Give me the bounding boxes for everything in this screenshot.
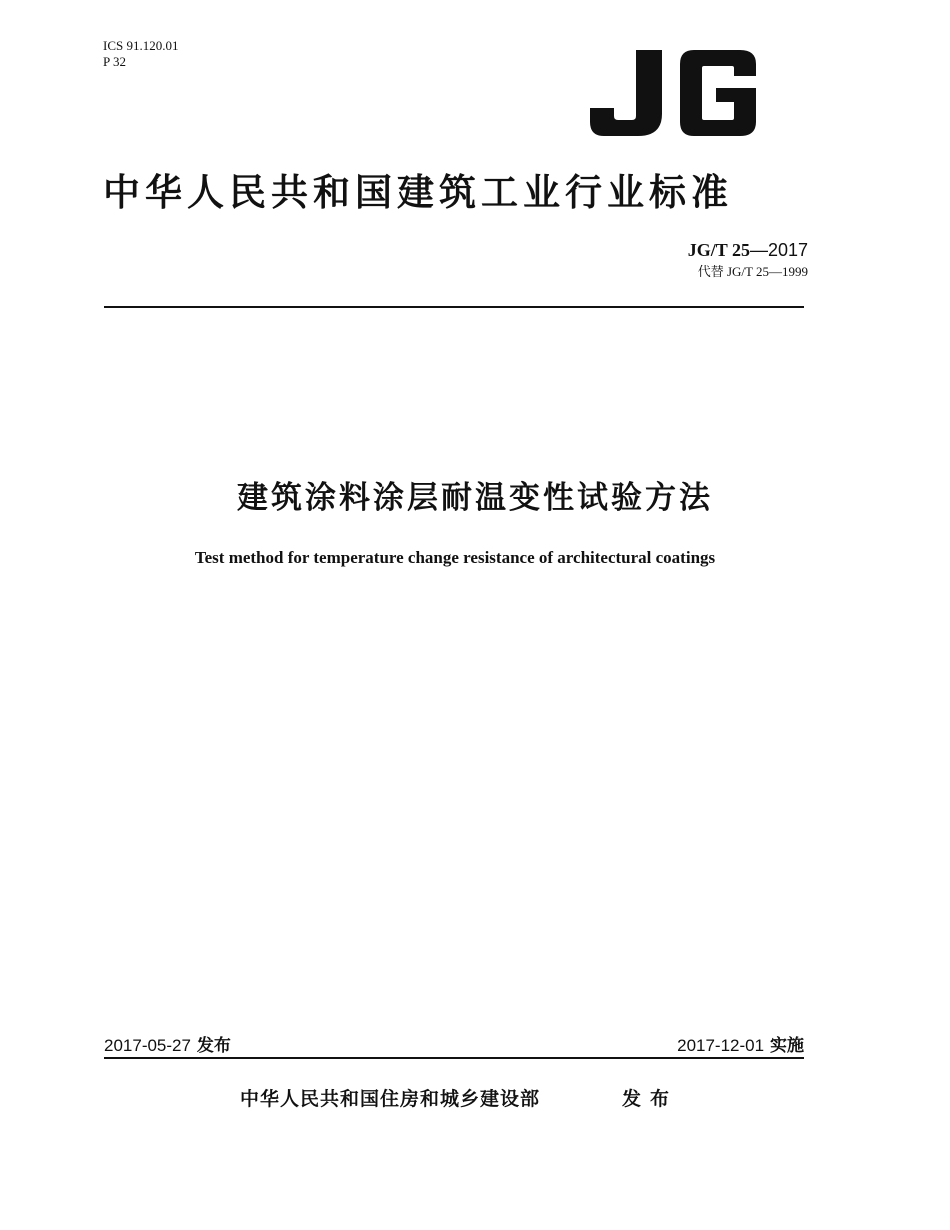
effective-date-label: 实施 [770,1036,804,1056]
issuing-authority: 中华人民共和国住房和城乡建设部 [240,1088,541,1110]
ics-code: ICS 91.120.01 [103,38,179,53]
ccs-code: P 32 [103,54,126,69]
document-title: 建筑涂料涂层耐温变性试验方法 [237,480,713,516]
issue-date-line [104,1031,231,1056]
logo-letter-j [590,50,662,136]
top-divider [104,306,804,308]
effective-date: 2017-12-01 [677,1036,765,1055]
issue-date: 2017-05-27 [104,1036,191,1055]
standard-code-prefix: JG/T 25 [687,240,750,260]
jg-logo [588,50,760,136]
standard-code [688,240,808,261]
standard-code-block [688,240,808,280]
document-english-title: Test method for temperature change resistance of architectural coatings [194,548,716,567]
classification-codes [103,38,178,70]
bottom-divider [104,1057,804,1059]
logo-letter-g [680,50,756,136]
effective-date-line [677,1031,804,1056]
standard-code-year: —2017 [749,240,808,260]
issue-date-label: 发布 [196,1036,231,1056]
replaces-code: 代替 JG/T 25—1999 [697,264,808,279]
standard-category-title: 中华人民共和国建筑工业行业标准 [103,171,733,214]
issuing-label: 发布 [622,1088,679,1110]
